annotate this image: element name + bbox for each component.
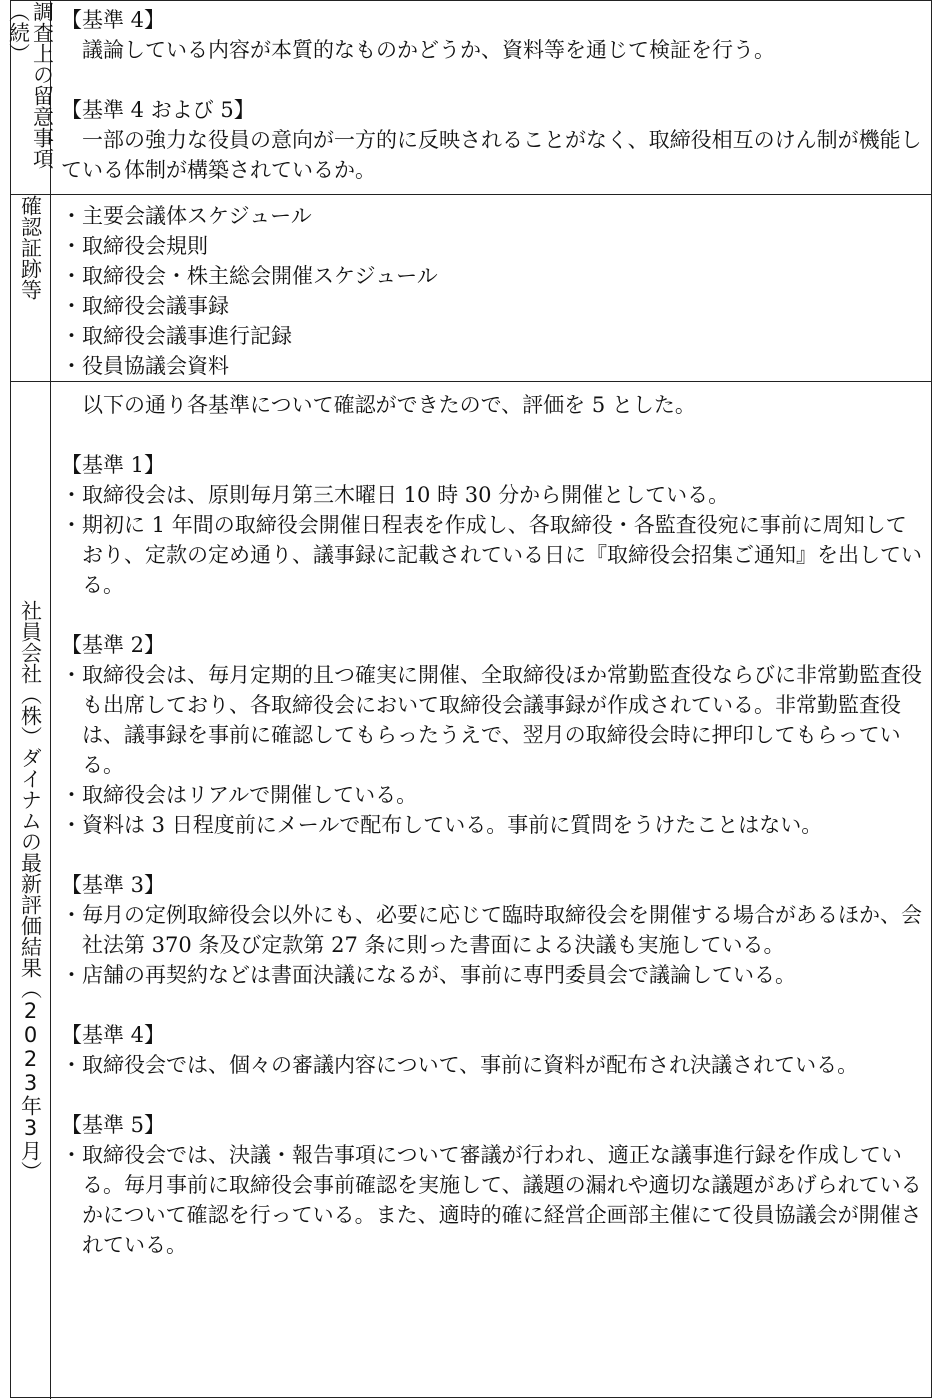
bullet-item <box>61 480 923 510</box>
bullet-item <box>61 231 923 261</box>
bullet-dot: ・ <box>61 783 82 807</box>
bullet-dot: ・ <box>61 264 82 288</box>
bullet-item <box>61 351 923 381</box>
bullet-item <box>61 660 923 780</box>
row-label <box>6 1 55 194</box>
spacer <box>61 840 923 870</box>
bullet-dot: ・ <box>61 1143 82 1167</box>
row-content <box>51 195 931 381</box>
bullet-dot: ・ <box>61 354 82 378</box>
bullet-dot: ・ <box>61 234 82 258</box>
bullet-text: 役員協議会資料 <box>82 354 229 378</box>
row-evidence <box>11 194 931 381</box>
bullet-text: 取締役会議事進行記録 <box>82 324 292 348</box>
bullet-text: 取締役会規則 <box>82 234 208 258</box>
row-label-text: 確認証跡等 <box>18 195 43 300</box>
spacer <box>61 65 923 95</box>
evaluation-table <box>6 0 932 1398</box>
criterion-heading: 【基準 4】 <box>61 1023 166 1047</box>
bullet-dot: ・ <box>61 963 82 987</box>
criterion-heading: 【基準 4】 <box>61 8 166 32</box>
bullet-item <box>61 291 923 321</box>
row-label <box>11 195 51 381</box>
bullet-item <box>61 960 923 990</box>
bullet-text: 取締役会はリアルで開催している。 <box>82 783 418 807</box>
row-notes <box>6 1 931 194</box>
spacer <box>61 1080 923 1110</box>
row-label-text: 調査上の留意事項（続） <box>6 1 55 169</box>
bullet-text: 取締役会では、個々の審議内容について、事前に資料が配布され決議されている。 <box>82 1053 859 1077</box>
bullet-dot: ・ <box>61 813 82 837</box>
bullet-text: 主要会議体スケジュール <box>82 204 312 228</box>
row-label-text: 社員会社（株）ダイナムの最新評価結果（2023年3月） <box>18 599 43 1182</box>
bullet-dot: ・ <box>61 294 82 318</box>
bullet-text: 資料は 3 日程度前にメールで配布している。事前に質問をうけたことはない。 <box>82 813 823 837</box>
spacer <box>61 990 923 1020</box>
row-label <box>11 382 51 1399</box>
bullet-item <box>61 810 923 840</box>
bullet-item <box>61 510 923 600</box>
bullet-dot: ・ <box>61 204 82 228</box>
criterion-heading: 【基準 1】 <box>61 453 166 477</box>
bullet-dot: ・ <box>61 903 82 927</box>
bullet-text: 取締役会は、毎月定期的且つ確実に開催、全取締役ほか常勤監査役ならびに非常勤監査役も出席しており、各取締役会において取締役会議事録が作成されている。非常勤監査役は、議事録を事前に確認してもらったうえで、翌月の取締役会時に押印してもらっている。 <box>82 663 922 777</box>
bullet-dot: ・ <box>61 513 82 537</box>
spacer <box>61 420 923 450</box>
bullet-item <box>61 1050 923 1080</box>
row-content <box>51 382 931 1399</box>
row-content <box>51 1 931 194</box>
bullet-dot: ・ <box>61 483 82 507</box>
criterion-heading: 【基準 5】 <box>61 1113 166 1137</box>
bullet-text: 取締役会議事録 <box>82 294 229 318</box>
row-result <box>11 381 931 1399</box>
bullet-dot: ・ <box>61 324 82 348</box>
bullet-item <box>61 900 923 960</box>
spacer <box>61 600 923 630</box>
bullet-item <box>61 261 923 291</box>
criterion-heading: 【基準 4 および 5】 <box>61 98 255 122</box>
criterion-heading: 【基準 2】 <box>61 633 166 657</box>
bullet-item <box>61 1140 923 1260</box>
bullet-item <box>61 201 923 231</box>
bullet-text: 期初に 1 年間の取締役会開催日程表を作成し、各取締役・各監査役宛に事前に周知しており、定款の定め通り、議事録に記載されている日に『取締役会招集ご通知』を出している。 <box>82 513 922 597</box>
paragraph: 議論している内容が本質的なものかどうか、資料等を通じて検証を行う。 <box>82 38 775 62</box>
bullet-item <box>61 780 923 810</box>
bullet-item <box>61 321 923 351</box>
bullet-dot: ・ <box>61 663 82 687</box>
bullet-text: 取締役会は、原則毎月第三木曜日 10 時 30 分から開催としている。 <box>82 483 730 507</box>
bullet-text: 取締役会・株主総会開催スケジュール <box>82 264 438 288</box>
bullet-dot: ・ <box>61 1053 82 1077</box>
criterion-heading: 【基準 3】 <box>61 873 166 897</box>
bullet-text: 取締役会では、決議・報告事項について審議が行われ、適正な議事進行録を作成している。毎月事前に取締役会事前確認を実施して、議題の漏れや適切な議題があげられているかについて確認を行っている。また、適時的確に経営企画部主催にて役員協議会が開催されている。 <box>82 1143 922 1257</box>
bullet-text: 店舗の再契約などは書面決議になるが、事前に専門委員会で議論している。 <box>82 963 796 987</box>
bullet-text: 毎月の定例取締役会以外にも、必要に応じて臨時取締役会を開催する場合があるほか、会社法第 370 条及び定款第 27 条に則った書面による決議も実施している。 <box>82 903 922 957</box>
paragraph: 一部の強力な役員の意向が一方的に反映されることがなく、取締役相互のけん制が機能している体制が構築されているか。 <box>61 128 922 182</box>
paragraph: 以下の通り各基準について確認ができたので、評価を 5 とした。 <box>82 393 696 417</box>
